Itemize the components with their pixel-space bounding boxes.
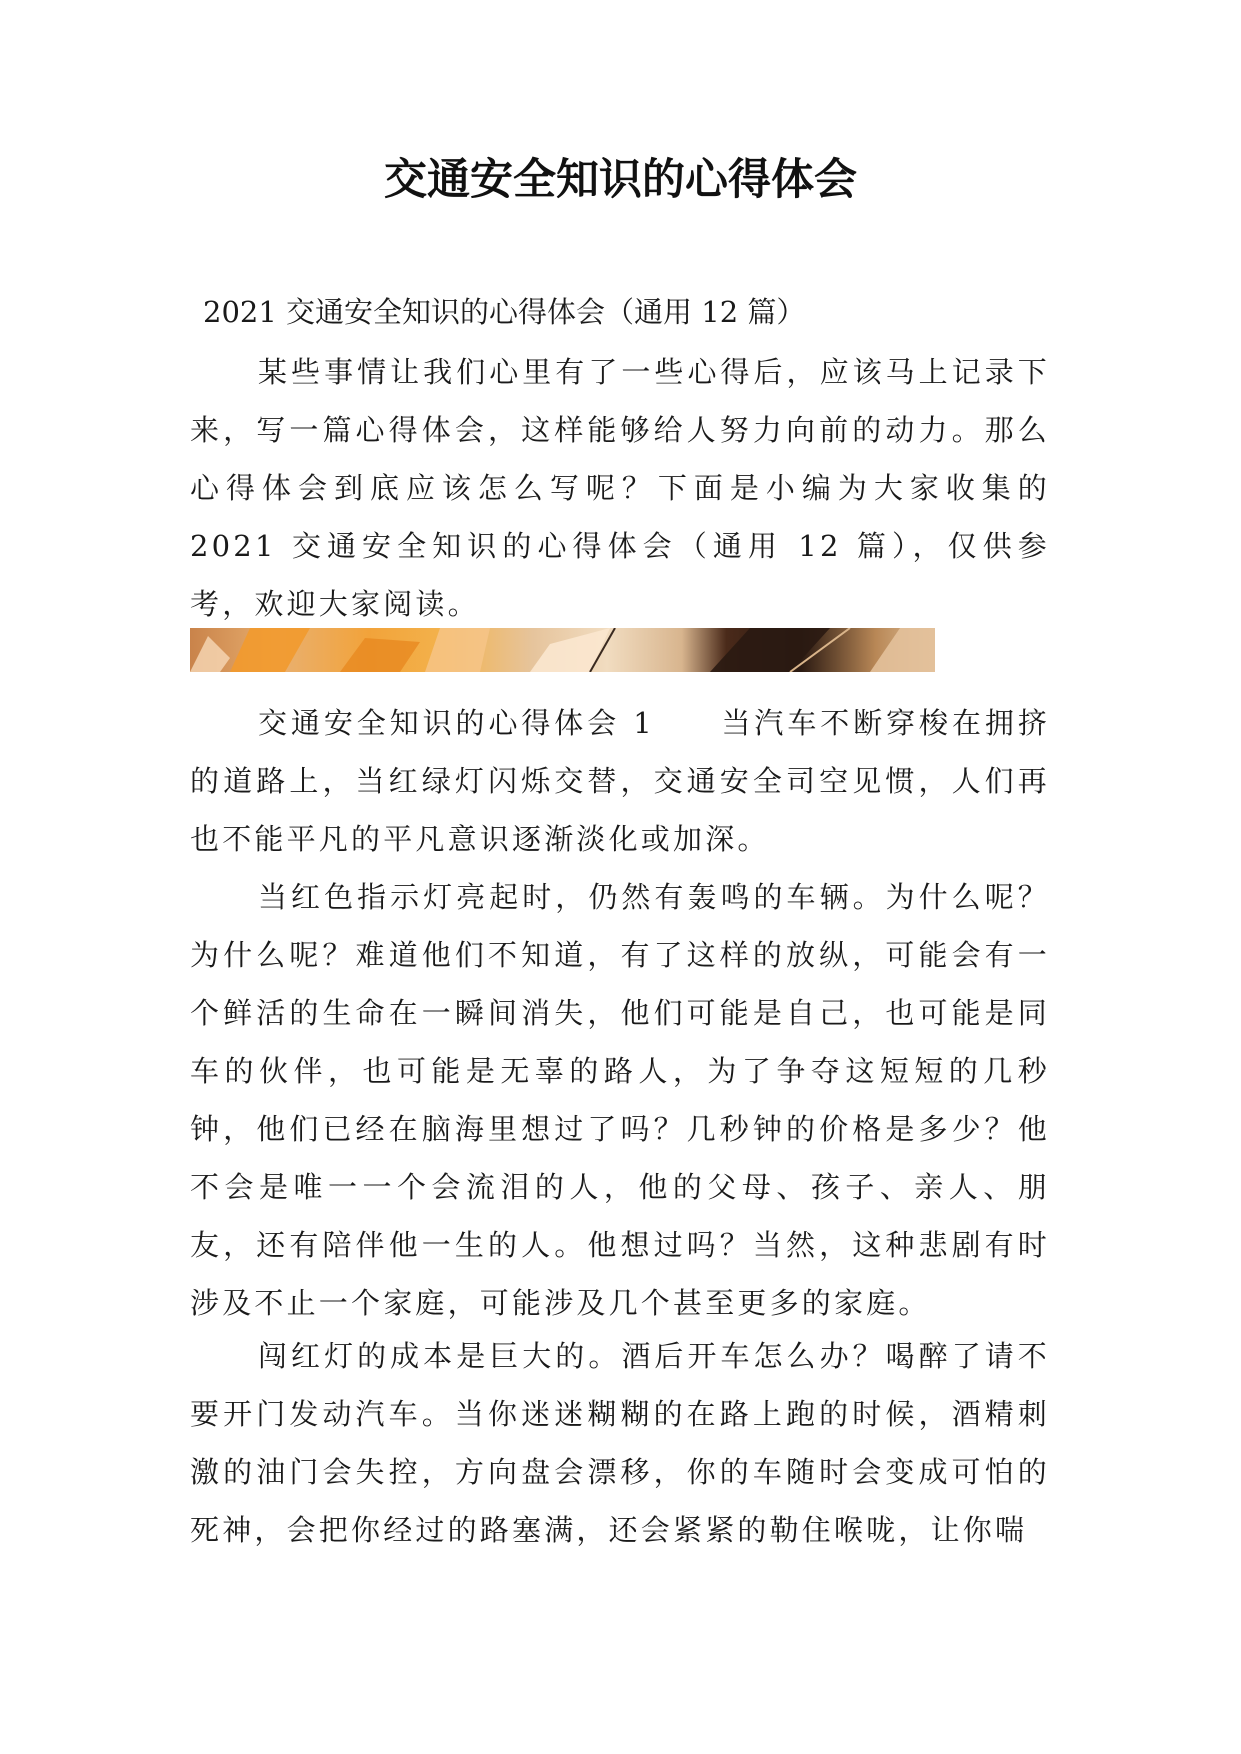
body-paragraph-2: 当红色指示灯亮起时，仍然有轰鸣的车辆。为什么呢？为什么呢？难道他们不知道，有了这样的放纵，可能会有一个鲜活的生命在一瞬间消失，他们可能是自己，也可能是同车的伙伴，也可能是无辜的路人，为了争夺这短短的几秒钟，他们已经在脑海里想过了吗？几秒钟的价格是多少？他不会是唯一一个会流泪的人，他的父母、孩子、亲人、朋友，还有陪伴他一生的人。他想过吗？当然，这种悲剧有时涉及不止一个家庭，可能涉及几个甚至更多的家庭。 (190, 880, 1050, 1320)
banner-image (190, 628, 935, 672)
intro-paragraph: 某些事情让我们心里有了一些心得后，应该马上记录下来，写一篇心得体会，这样能够给人努力向前的动力。那么心得体会到底应该怎么写呢？下面是小编为大家收集的 2021 交通安全知识的心得体会（通用 12 篇），仅供参考，欢迎大家阅读。 (190, 355, 1050, 621)
document-subtitle: 2021 交通安全知识的心得体会（通用 12 篇） (203, 295, 806, 329)
document-title: 交通安全知识的心得体会 (384, 155, 857, 205)
body-paragraph-3: 闯红灯的成本是巨大的。酒后开车怎么办？喝醉了请不要开门发动汽车。当你迷迷糊糊的在路上跑的时候，酒精刺激的油门会失控，方向盘会漂移，你的车随时会变成可怕的死神，会把你经过的路塞满，还会紧紧的勒住喉咙，让你喘 (190, 1339, 1050, 1547)
body-paragraph-1: 交通安全知识的心得体会 1 当汽车不断穿梭在拥挤的道路上，当红绿灯闪烁交替，交通安全司空见惯，人们再也不能平凡的平凡意识逐渐淡化或加深。 (190, 706, 1050, 856)
banner-image-graphic (190, 628, 935, 672)
